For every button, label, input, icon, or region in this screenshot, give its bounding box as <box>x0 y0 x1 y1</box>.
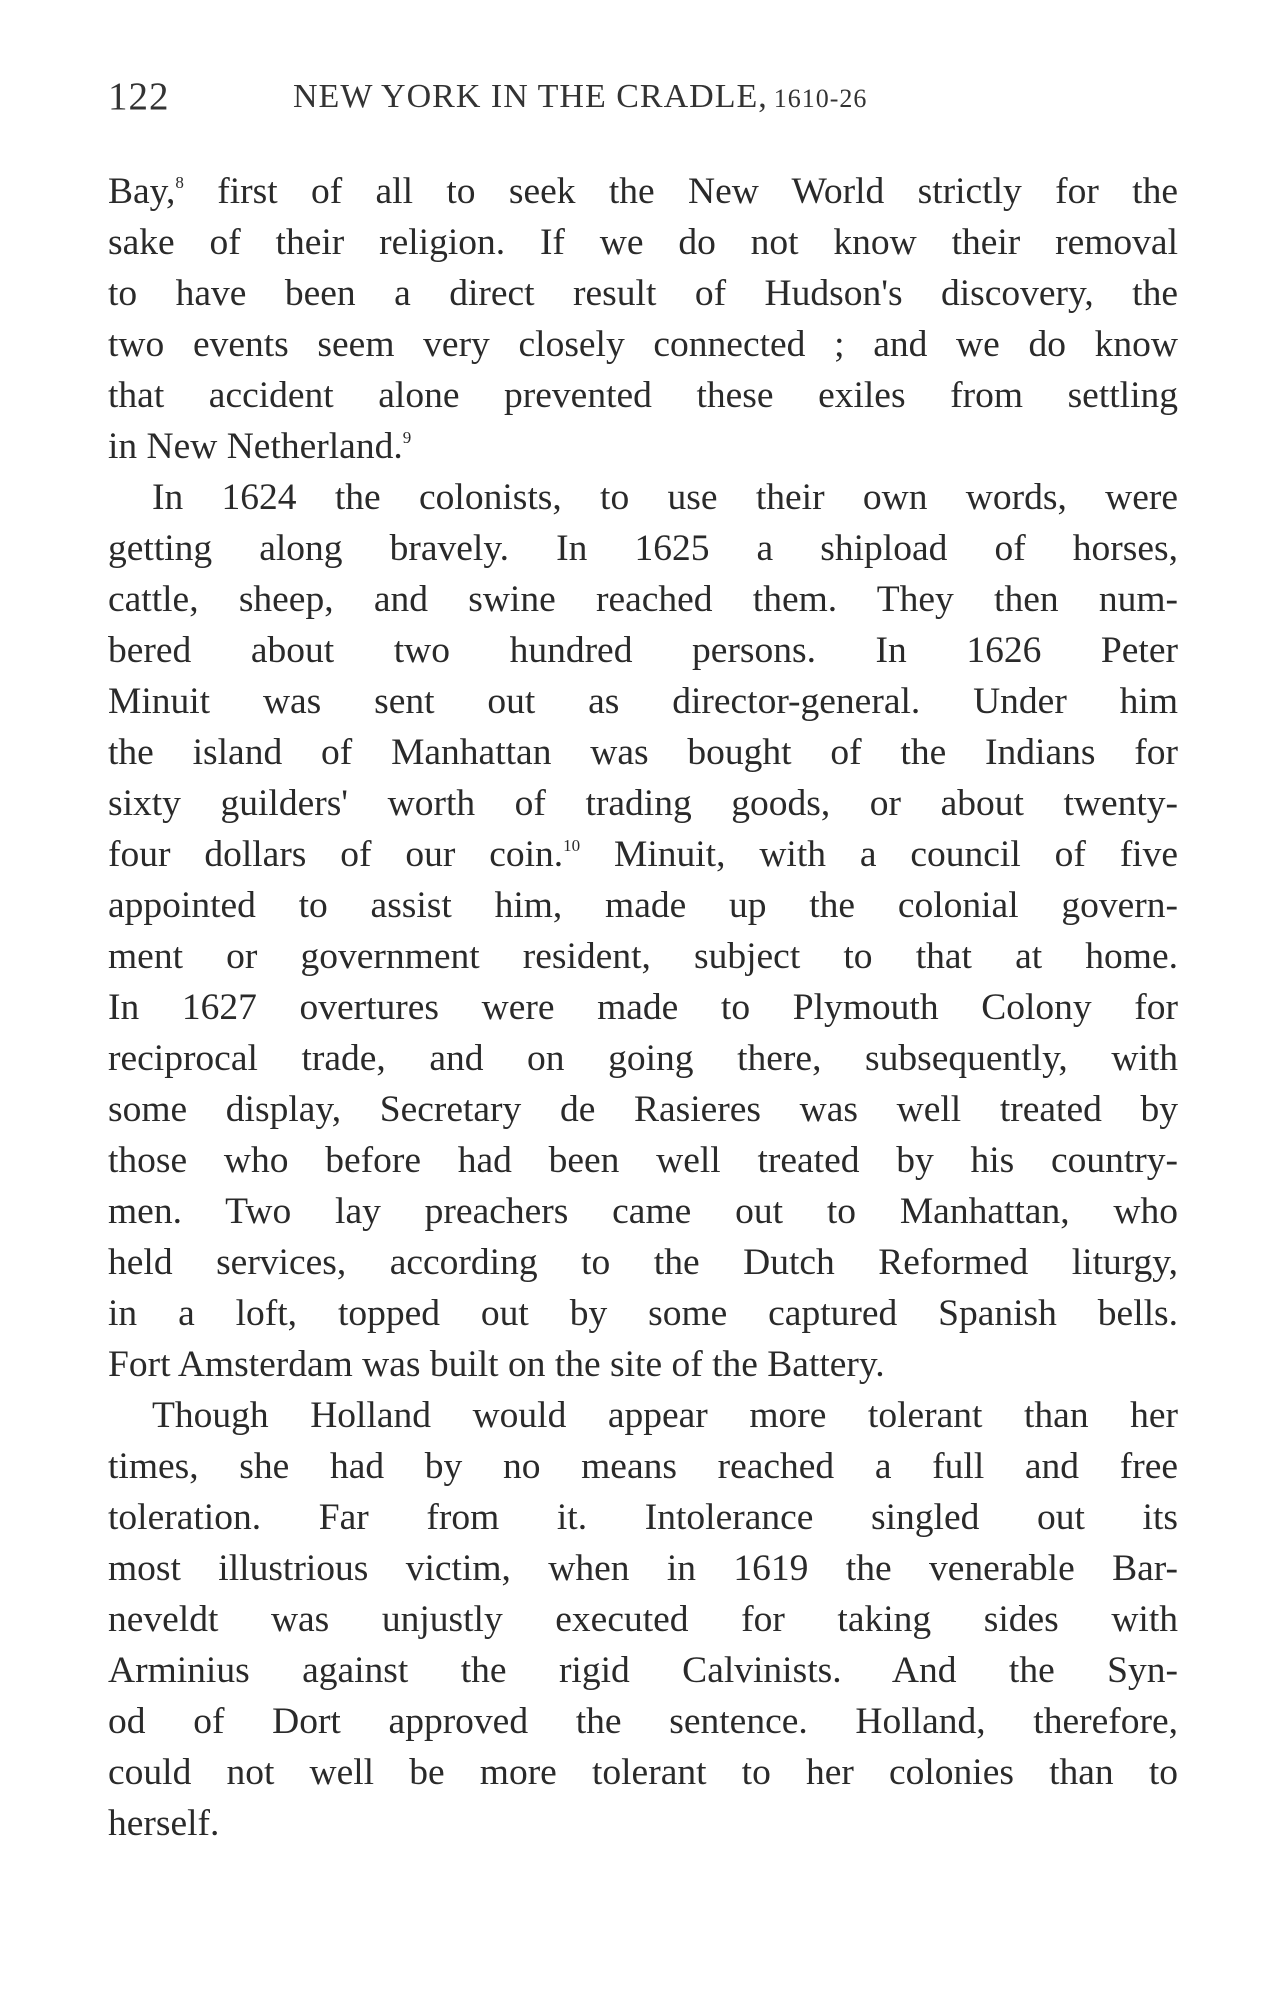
paragraph-2 <box>108 472 1178 1390</box>
text-line: cattle, sheep, and swine reached them. They then num- <box>108 579 1178 620</box>
body-text <box>108 166 1178 1849</box>
text-line: some display, Secretary de Rasieres was well treated by <box>108 1089 1178 1130</box>
footnote-marker[interactable]: 10 <box>563 836 581 855</box>
text-line: men. Two lay preachers came out to Manhattan, who <box>108 1191 1178 1232</box>
text-line: held services, according to the Dutch Reformed liturgy, <box>108 1242 1178 1283</box>
line-segment: Bay, <box>108 171 176 212</box>
text-line: bered about two hundred persons. In 1626 Peter <box>108 630 1178 671</box>
line-segment: first of all to seek the New World strictly for the <box>183 171 1178 212</box>
text-line: most illustrious victim, when in 1619 the venerable Bar- <box>108 1548 1178 1589</box>
text-line: could not well be more tolerant to her colonies than to <box>108 1752 1178 1793</box>
running-date: 1610-26 <box>773 84 868 113</box>
text-line: In 1627 overtures were made to Plymouth Colony for <box>108 987 1178 1028</box>
text-line: toleration. Far from it. Intolerance singled out its <box>108 1497 1178 1538</box>
text-line: Fort Amsterdam was built on the site of the Battery. <box>108 1344 885 1385</box>
line-segment: in New Netherland. <box>108 426 403 467</box>
running-head <box>293 78 867 116</box>
text-line: two events seem very closely connected ; and we do know <box>108 324 1178 365</box>
text-line: herself. <box>108 1803 220 1844</box>
text-line: times, she had by no means reached a full and free <box>108 1446 1178 1487</box>
text-line: to have been a direct result of Hudson's discovery, the <box>108 273 1178 314</box>
text-line: In 1624 the colonists, to use their own words, were <box>152 477 1178 518</box>
footnote-marker[interactable]: 8 <box>175 173 184 192</box>
paragraph-1 <box>108 166 1178 472</box>
text-line <box>108 421 1178 472</box>
text-line: in a loft, topped out by some captured Spanish bells. <box>108 1293 1178 1334</box>
text-line <box>108 829 1178 880</box>
text-line: the island of Manhattan was bought of the Indians for <box>108 732 1178 773</box>
text-line: Arminius against the rigid Calvinists. And the Syn- <box>108 1650 1178 1691</box>
text-line: those who before had been well treated by his country- <box>108 1140 1178 1181</box>
text-line: appointed to assist him, made up the colonial govern- <box>108 885 1178 926</box>
text-line: reciprocal trade, and on going there, subsequently, with <box>108 1038 1178 1079</box>
text-line: sake of their religion. If we do not know their removal <box>108 222 1178 263</box>
text-line: getting along bravely. In 1625 a shipload of horses, <box>108 528 1178 569</box>
text-line: od of Dort approved the sentence. Holland, therefore, <box>108 1701 1178 1742</box>
line-segment: four dollars of our coin. <box>108 834 564 875</box>
paragraph-3 <box>108 1390 1178 1849</box>
text-line: Though Holland would appear more tolerant than her <box>152 1395 1178 1436</box>
page-number: 122 <box>108 75 170 118</box>
text-line <box>108 166 1178 217</box>
text-line: sixty guilders' worth of trading goods, or about twenty- <box>108 783 1178 824</box>
text-line: neveldt was unjustly executed for taking sides with <box>108 1599 1178 1640</box>
line-segment: Minuit, with a council of five <box>580 834 1178 875</box>
text-line: that accident alone prevented these exiles from settling <box>108 375 1178 416</box>
text-line: ment or government resident, subject to that at home. <box>108 936 1178 977</box>
text-line: Minuit was sent out as director-general. Under him <box>108 681 1178 722</box>
running-title: NEW YORK IN THE CRADLE, <box>293 78 768 115</box>
footnote-marker[interactable]: 9 <box>402 428 412 447</box>
page-header <box>108 74 1168 134</box>
